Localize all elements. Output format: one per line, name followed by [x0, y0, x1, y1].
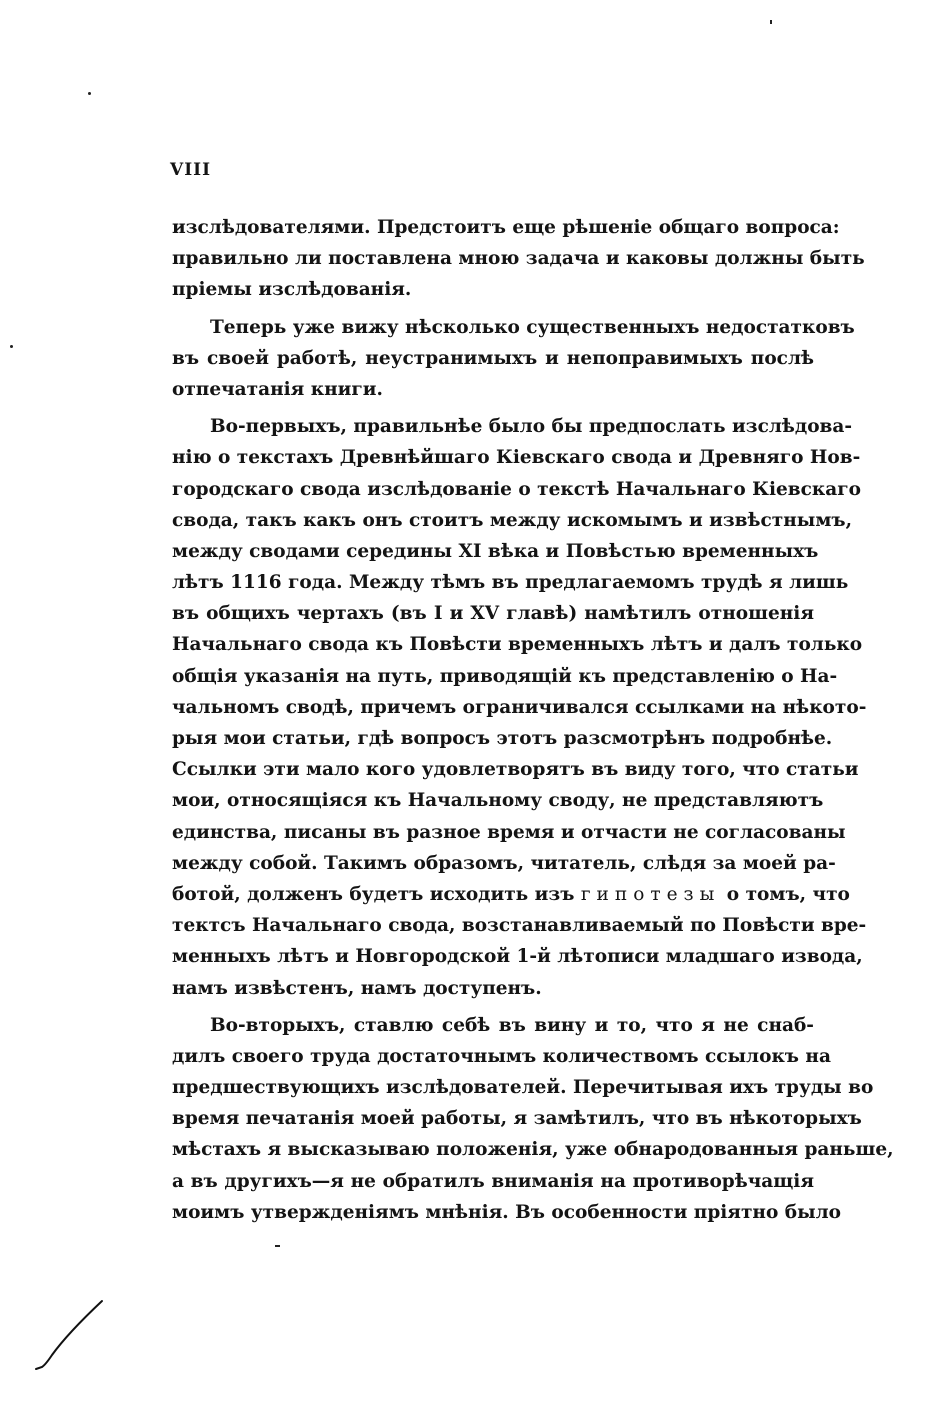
emphasized-word: гипотезы — [580, 883, 721, 905]
scan-speck — [275, 1245, 280, 1247]
pen-stroke-mark — [30, 1295, 110, 1375]
text-line: лѣтъ 1116 года. Между тѣмъ въ предлагаемомъ трудѣ я лишь — [172, 572, 849, 594]
text-line: намъ извѣстенъ, намъ доступенъ. — [172, 977, 542, 999]
text-line: отпечатанія книги. — [172, 378, 383, 400]
text-line: чальномъ сводѣ, причемъ ограничивался ссылками на нѣкото- — [172, 696, 867, 718]
text-line: менныхъ лѣтъ и Новгородской 1-й лѣтописи младшаго извода, — [172, 946, 863, 968]
text-line: предшествующихъ изслѣдователей. Перечитывая ихъ труды во — [172, 1077, 874, 1099]
paragraph — [172, 312, 855, 406]
paragraph — [172, 1010, 894, 1228]
text-line: свода, такъ какъ онъ стоитъ между искомымъ и извѣстнымъ, — [172, 509, 853, 531]
text-line: общія указанія на путь, приводящій къ представленію о На- — [172, 665, 838, 687]
text-line: Ссылки эти мало кого удовлетворятъ въ виду того, что статьи — [172, 759, 859, 781]
text-line — [172, 879, 850, 910]
text-line: въ своей работѣ, неустранимыхъ и непоправимыхъ послѣ — [172, 347, 814, 369]
text-line: Во-первыхъ, правильнѣе было бы предпослать изслѣдова- — [210, 416, 853, 438]
text-line: городскаго свода изслѣдованіе о текстѣ Начальнаго Кіевскаго — [172, 478, 861, 500]
paragraph — [172, 212, 865, 306]
text-line: между сводами середины XI вѣка и Повѣстью временныхъ — [172, 540, 819, 562]
text-line: Теперь уже вижу нѣсколько существенныхъ недостатковъ — [210, 316, 855, 338]
scan-speck — [10, 345, 13, 348]
text-line: мѣстахъ я высказываю положенія, уже обнародованныя раньше, — [172, 1139, 894, 1161]
line-segment: о томъ, что — [726, 883, 850, 905]
text-line: тектсъ Начальнаго свода, возстанавливаемый по Повѣсти вре- — [172, 915, 867, 937]
body-text — [172, 212, 894, 1228]
text-line: нію о текстахъ Древнѣйшаго Кіевскаго свода и Древняго Нов- — [172, 447, 861, 469]
scan-speck — [88, 92, 91, 95]
text-line: изслѣдователями. Предстоитъ еще рѣшеніе общаго вопроса: — [172, 217, 840, 238]
text-line: пріемы изслѣдованія. — [172, 279, 412, 301]
text-line: рыя мои статьи, гдѣ вопросъ этотъ разсмотрѣнъ подробнѣе. — [172, 728, 833, 749]
text-line: время печатанія моей работы, я замѣтилъ, что въ нѣкоторыхъ — [172, 1108, 862, 1130]
page-number: VIII — [170, 160, 212, 180]
text-line: мои, относящіяся къ Начальному своду, не представляютъ — [172, 790, 824, 812]
text-line: въ общихъ чертахъ (въ I и XV главѣ) намѣтилъ отношенія — [172, 603, 814, 625]
text-line: правильно ли поставлена мною задача и каковы должны быть — [172, 248, 865, 270]
text-line: дилъ своего труда достаточнымъ количествомъ ссылокъ на — [172, 1045, 831, 1067]
text-line: единства, писаны въ разное время и отчасти не согласованы — [172, 821, 846, 843]
text-line: между собой. Такимъ образомъ, читатель, слѣдя за моей ра- — [172, 852, 836, 874]
text-line: а въ другихъ—я не обратилъ вниманія на противорѣчащія — [172, 1170, 814, 1192]
paragraph — [172, 411, 867, 1004]
text-line: Во-вторыхъ, ставлю себѣ въ вину и то, что я не снаб- — [210, 1014, 814, 1036]
line-segment: ботой, долженъ будетъ исходить изъ — [172, 883, 575, 905]
text-line: моимъ утвержденіямъ мнѣнія. Въ особенности пріятно было — [172, 1201, 842, 1223]
scan-speck — [770, 20, 772, 24]
text-line: Начальнаго свода къ Повѣсти временныхъ лѣтъ и далъ только — [172, 634, 863, 656]
